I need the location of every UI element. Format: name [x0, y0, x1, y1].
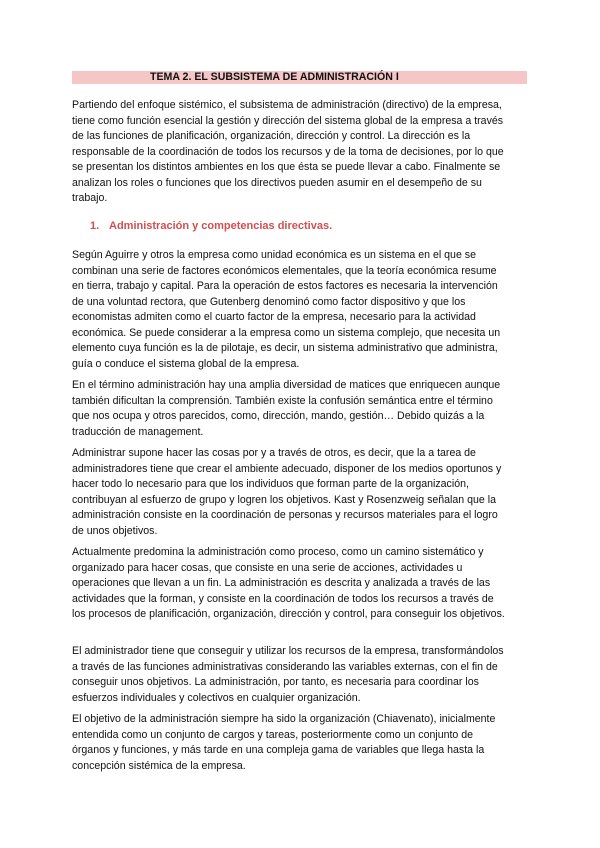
- page-title: TEMA 2. EL SUBSISTEMA DE ADMINISTRACIÓN I: [150, 71, 399, 83]
- text-line: concepción sistémica de la empresa.: [72, 759, 246, 772]
- section-title: Administración y competencias directivas.: [109, 220, 333, 232]
- paragraph: [72, 446, 532, 539]
- text-line: traducción de management.: [72, 425, 204, 438]
- text-line: de una voluntad rectora, que Gutenberg denominó como factor dispositivo y que los: [72, 295, 466, 308]
- text-line: economistas admiten como el cuarto factor de la empresa, necesario para la actividad: [72, 311, 476, 323]
- text-line: Partiendo del enfoque sistémico, el subsistema de administración (directivo) de la empresa,: [72, 99, 502, 111]
- text-line: los procesos de planificación, organización, dirección y control, para conseguir los objetivos.: [72, 608, 505, 620]
- text-line: administración consiste en la coordinación de personas y recursos materiales para el logro: [72, 509, 498, 521]
- text-line: en tierra, trabajo y capital. Para la operación de estos factores es necesaria la intervención: [72, 280, 498, 292]
- text-line: elemento cuya función es la de pilotaje, es decir, un sistema administrativo que administra,: [72, 342, 498, 354]
- text-line: contribuyan al esfuerzo de grupo y logren los objetivos. Kast y Rosenzweig señalan que la: [72, 493, 497, 506]
- paragraph: [72, 248, 532, 372]
- text-line: entendida como un conjunto de cargos y tareas, posteriormente como un conjunto de: [72, 728, 474, 741]
- text-line: responsable de la coordinación de todos los recursos y de la toma de decisiones, por lo que: [72, 145, 504, 158]
- text-line: de unos objetivos.: [72, 524, 158, 537]
- text-line: esfuerzos individuales y colectivos en cualquier organización.: [72, 691, 361, 704]
- text-line: operaciones que llevan a un fin. La administración es descrita y analizada a través de las: [72, 577, 491, 589]
- text-line: se presentan los distintos ambientes en los que ésta se puede llevar a cabo. Finalmente se: [72, 161, 501, 173]
- text-line: a través de las funciones administrativas considerando las variables externas, con el fin de: [72, 660, 498, 673]
- text-line: organizado para hacer cosas, que consiste en una serie de acciones, actividades u: [72, 561, 463, 574]
- text-line: Según Aguirre y otros la empresa como unidad económica es un sistema en el que se: [72, 249, 476, 261]
- text-line: En el término administración hay una amplia diversidad de matices que enriquecen aunque: [72, 379, 501, 391]
- text-line: guía o conduce el sistema global de la empresa.: [72, 357, 300, 370]
- text-line: hacer todo lo necesario para que los individuos que forman parte de la organización,: [72, 478, 469, 490]
- text-line: también dificultan la comprensión. También existe la confusión semántica entre el término: [72, 394, 493, 407]
- text-line: económica. Se puede considerar a la empresa como un sistema complejo, que necesita un: [72, 326, 501, 339]
- paragraph: [72, 378, 532, 440]
- text-line: analizan los roles o funciones que los directivos pueden asumir en el desempeño de su: [72, 176, 482, 189]
- intro-paragraph: [72, 98, 532, 207]
- text-line: conseguir unos objetivos. La administración, por tanto, es necesaria para coordinar los: [72, 676, 479, 688]
- text-line: Administrar supone hacer las cosas por y a través de otros, es decir, que la a tarea de: [72, 447, 476, 459]
- text-line: Actualmente predomina la administración como proceso, como un camino sistemático y: [72, 546, 484, 558]
- text-line: combinan una serie de factores económicos elementales, que la teoría económica resume: [72, 264, 497, 277]
- text-line: que nos ocupa y otros parecidos, como, dirección, mando, gestión… Debido quizás a la: [72, 410, 485, 422]
- text-line: órganos y funciones, y más tarde en una compleja gama de variables que llega hasta la: [72, 744, 485, 756]
- section-number: 1.: [90, 220, 100, 232]
- paragraph: [72, 644, 532, 706]
- text-line: trabajo.: [72, 192, 108, 204]
- paragraph: [72, 545, 532, 623]
- text-line: actividades que la forman, y consiste en la coordinación de todos los recursos a través de: [72, 592, 494, 605]
- text-line: de las funciones de planificación, organización, dirección y control. La dirección es la: [72, 130, 471, 142]
- paragraph: [72, 712, 532, 774]
- text-line: El objetivo de la administración siempre ha sido la organización (Chiavenato), inicialmente: [72, 713, 496, 725]
- text-line: El administrador tiene que conseguir y utilizar los recursos de la empresa, transformándolos: [72, 645, 504, 657]
- text-line: tiene como función esencial la gestión y dirección del sistema global de la empresa a través: [72, 114, 504, 127]
- text-line: administradores tiene que crear el ambiente adecuado, disponer de los medios oportunos y: [72, 462, 502, 475]
- section-heading: [90, 219, 332, 234]
